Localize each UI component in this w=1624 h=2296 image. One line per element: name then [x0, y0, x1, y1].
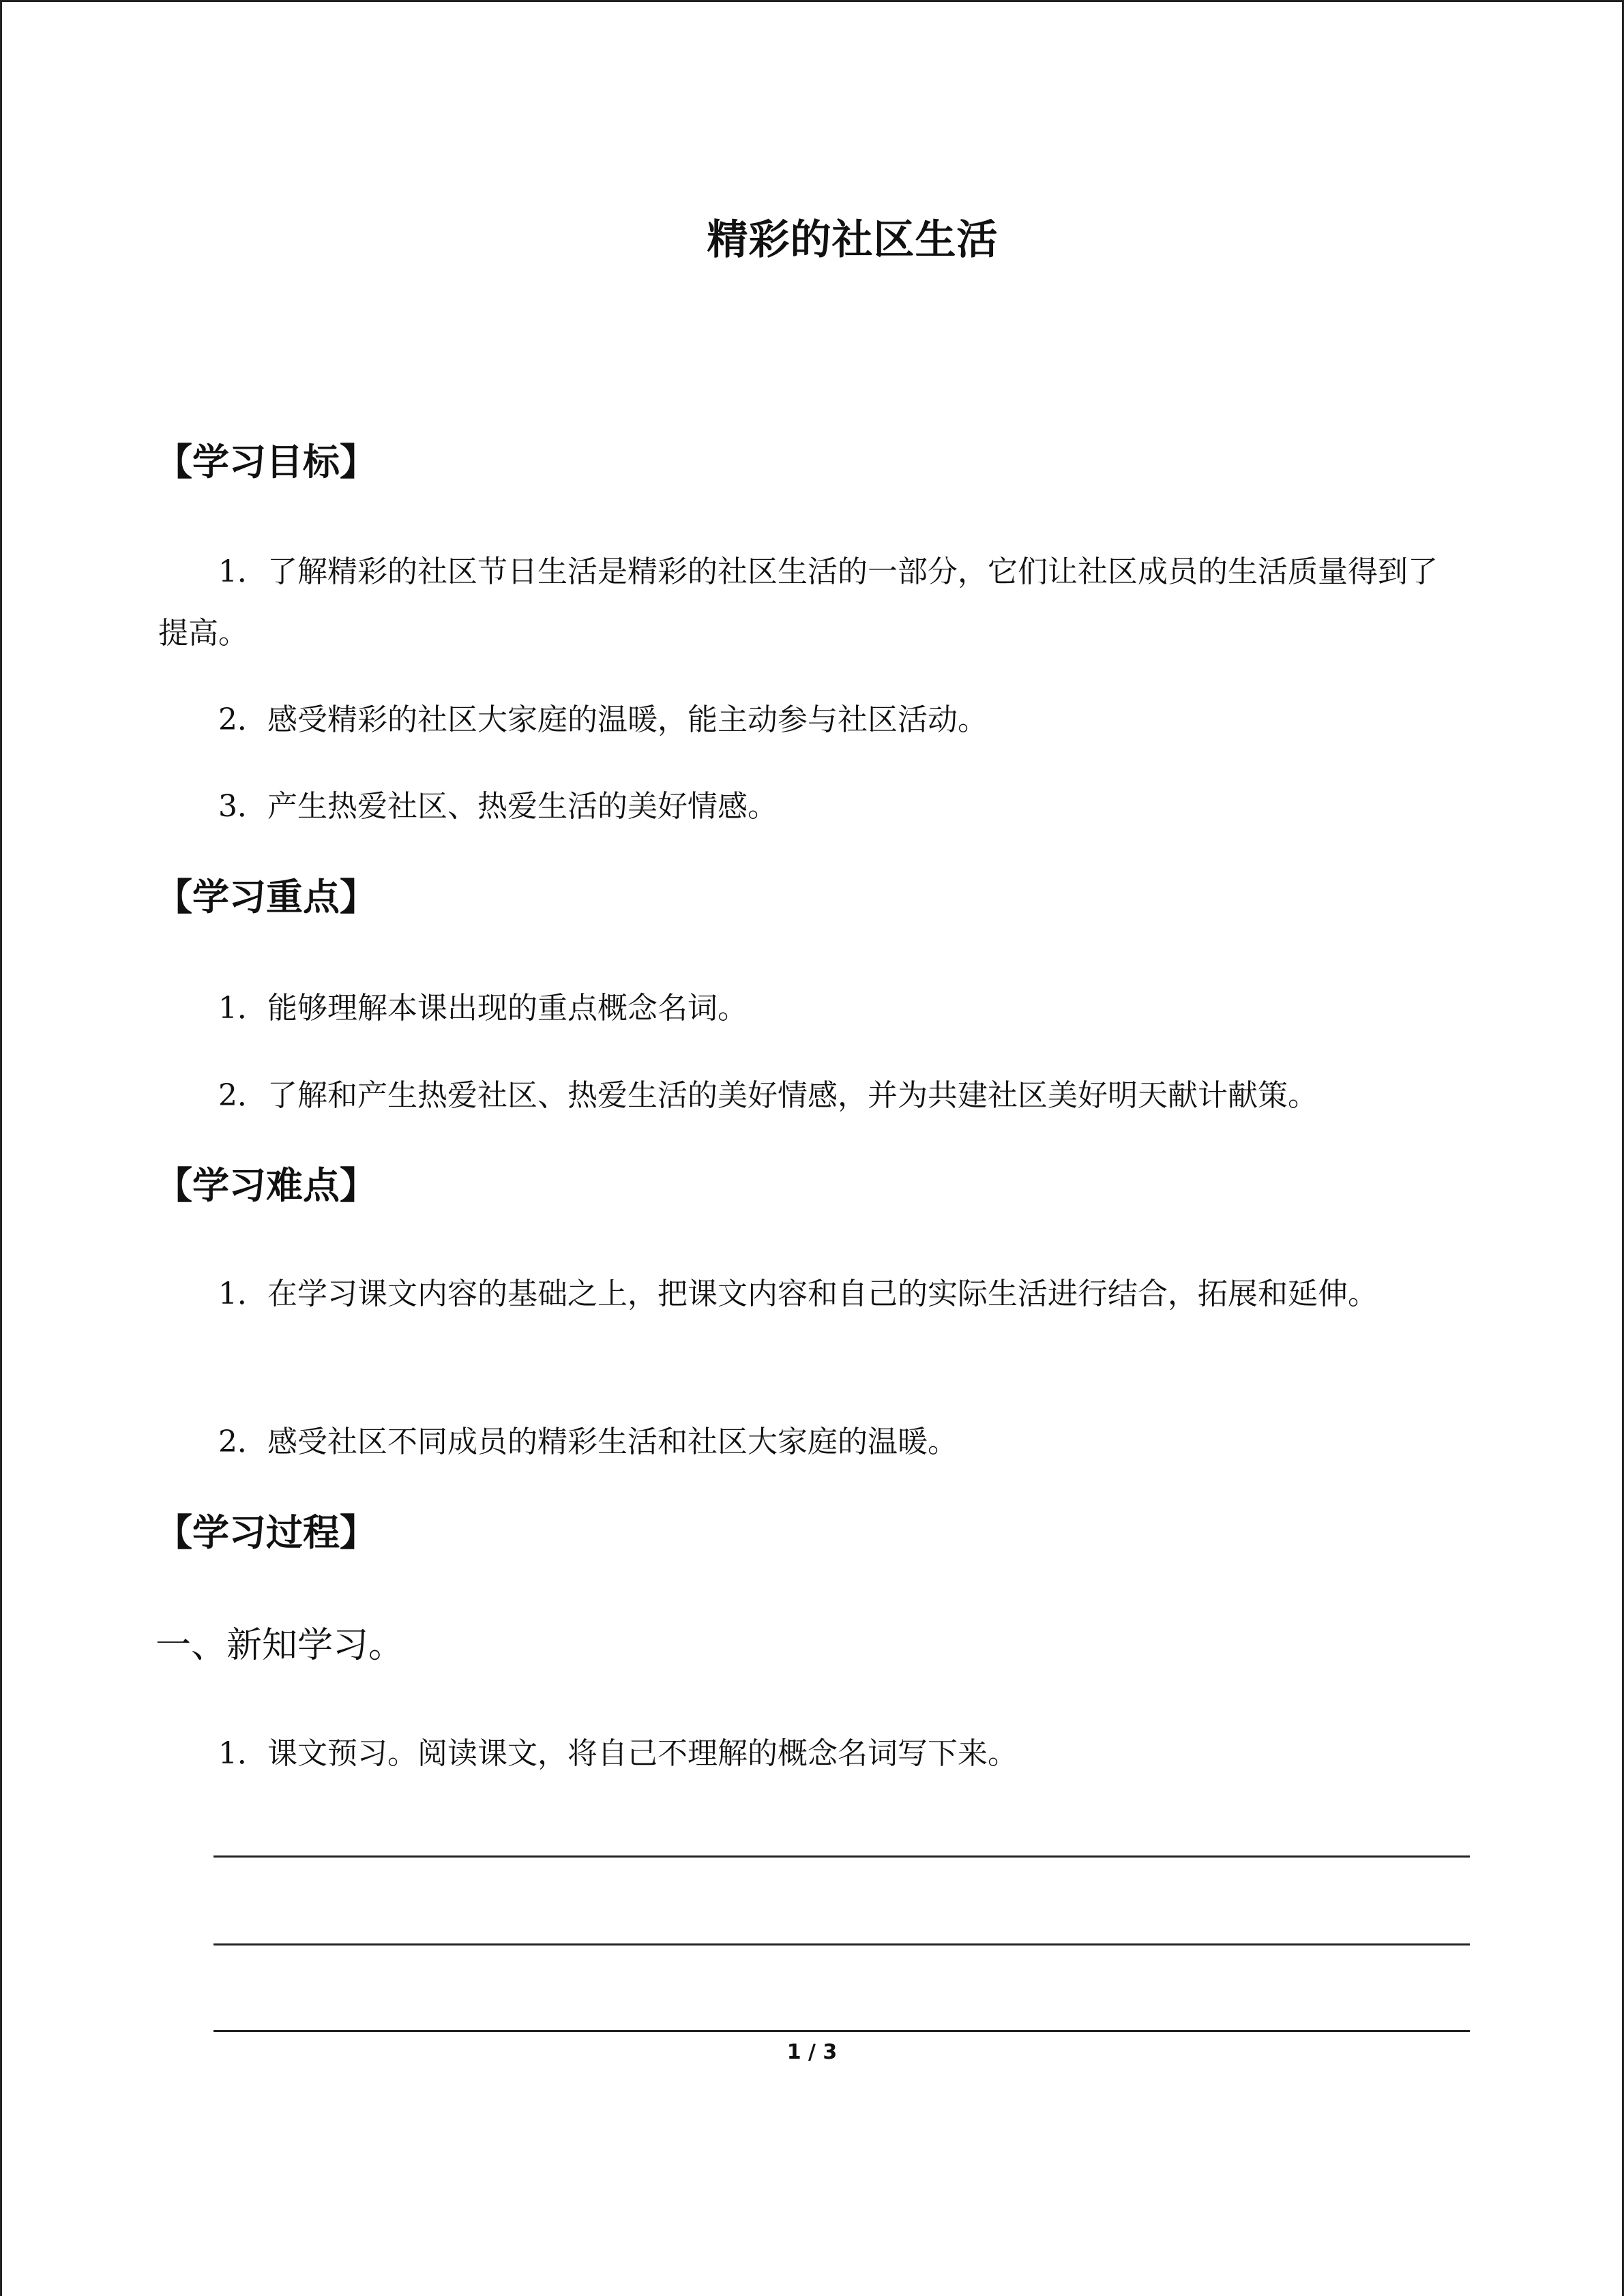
heading-key-points: 【学习重点】	[156, 876, 377, 919]
answer-line[interactable]	[213, 1855, 1470, 1858]
page-number: 1 / 3	[786, 2040, 838, 2064]
heading-learning-process: 【学习过程】	[156, 1511, 377, 1554]
document-title: 精彩的社区生活	[707, 216, 999, 264]
answer-line[interactable]	[213, 1943, 1470, 1945]
key-point-item-2: 2．了解和产生热爱社区、热爱生活的美好情感，并为共建社区美好明天献计献策。	[218, 1078, 1318, 1113]
goal-item-1: 1．了解精彩的社区节日生活是精彩的社区生活的一部分，它们让社区成员的生活质量得到了提高。	[158, 554, 1438, 651]
heading-learning-goals: 【学习目标】	[156, 441, 377, 483]
goal-item-3: 3．产生热爱社区、热爱生活的美好情感。	[218, 789, 778, 824]
goal-item-2: 2．感受精彩的社区大家庭的温暖，能主动参与社区活动。	[218, 702, 988, 737]
process-item-1: 1．课文预习。阅读课文，将自己不理解的概念名词写下来。	[218, 1736, 1018, 1771]
subheading-new-knowledge: 一、新知学习。	[156, 1625, 404, 1666]
answer-line[interactable]	[213, 2030, 1470, 2032]
heading-difficulties: 【学习难点】	[156, 1164, 377, 1207]
difficulty-item-1: 1．在学习课文内容的基础之上，把课文内容和自己的实际生活进行结合，拓展和延伸。	[218, 1277, 1378, 1311]
key-point-item-1: 1．能够理解本课出现的重点概念名词。	[218, 991, 748, 1026]
difficulty-item-2: 2．感受社区不同成员的精彩生活和社区大家庭的温暖。	[218, 1425, 958, 1459]
